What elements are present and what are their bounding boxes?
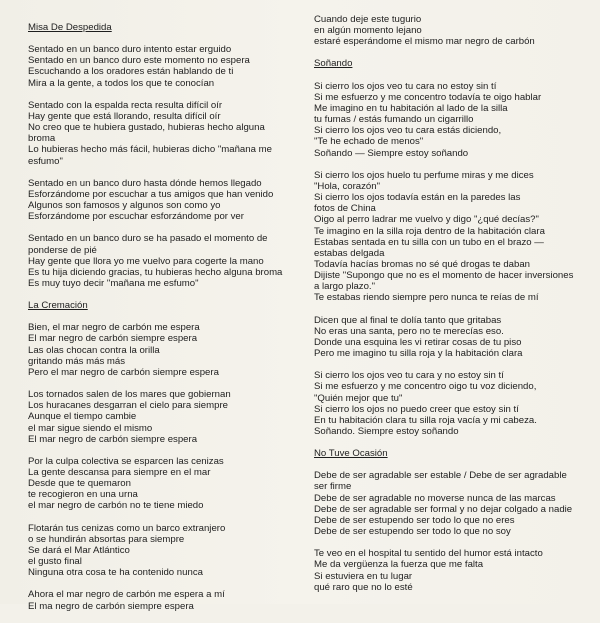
lyric-line: tu fumas / estás fumando un cigarrillo	[314, 114, 474, 126]
lyric-line: No eras una santa, pero no te merecías eso.	[314, 325, 504, 337]
lyric-line: Debe de ser agradable no moverse nunca de las marcas	[314, 492, 556, 504]
lyric-line: Sentado en un banco duro se ha pasado el momento de	[28, 233, 268, 245]
lyric-line: Flotarán tus cenizas como un barco extranjero	[28, 522, 226, 534]
lyric-line: Debe de ser estupendo ser todo lo que no soy	[314, 526, 511, 538]
lyric-line: ponderse de pié	[28, 244, 97, 256]
lyric-line: el mar sigue siendo el mismo	[28, 422, 153, 434]
lyric-line: Lo hubieras hecho más fácil, hubieras dicho "mañana me	[28, 144, 272, 156]
lyric-line: Todavía hacías bromas no sé qué drogas te daban	[314, 258, 531, 270]
lyric-line: Soñando — Siempre estoy soñando	[314, 147, 469, 159]
lyric-line: fotos de China	[314, 203, 376, 215]
lyric-line: gritando más más más	[28, 355, 126, 367]
lyric-line: esfumo"	[28, 155, 63, 167]
lyric-line: Por la culpa colectiva se esparcen las cenizas	[28, 455, 224, 467]
stanza	[314, 170, 584, 304]
lyric-line: Pero me imagino tu silla roja y la habitación clara	[314, 348, 523, 360]
lyric-line: Si cierro los ojos no puedo creer que estoy sin tí	[314, 403, 519, 415]
lyric-line: Soñando. Siempre estoy soñando	[314, 426, 459, 437]
lyric-line: Debe de ser estupendo ser todo lo que no eres	[314, 514, 515, 526]
lyric-line: El mar negro de carbón siempre espera	[28, 433, 198, 445]
song-heading	[28, 22, 296, 33]
right-column	[314, 14, 584, 604]
song-title: Misa De Despedida	[28, 22, 112, 33]
lyric-line: Es tu hija diciendo gracias, tu hubieras hecho alguna broma	[28, 266, 283, 278]
song-title: La Cremación	[28, 300, 88, 312]
song-title: Soñando	[314, 58, 353, 70]
lyric-line: Te imagino en la silla roja dentro de la habitación clara	[314, 225, 545, 237]
lyric-line: Hay gente que llora yo me vuelvo para cogerte la mano	[28, 255, 264, 267]
lyric-line: Sentado con la espalda recta resulta difícil oír	[28, 99, 223, 111]
stanza	[28, 44, 296, 89]
lyric-line: Algunos son famosos y algunos son como yo	[28, 200, 221, 212]
lyric-line: Me imagino en tu habitación al lado de la silla	[314, 102, 508, 114]
song-heading	[314, 448, 584, 459]
lyric-line: Los huracanes desgarran el cielo para siempre	[28, 400, 228, 412]
lyric-line: el mar negro de carbón no te tiene miedo	[28, 500, 204, 512]
lyric-line: Si cierro los ojos huelo tu perfume miras y me dices	[314, 169, 534, 181]
stanza	[28, 100, 296, 167]
lyric-line: Si me esfuerzo y me concentro todavía te oigo hablar	[314, 91, 542, 103]
lyric-line: Esforzándome por escuchar a tus amigos que han venido	[28, 188, 274, 200]
stanza	[314, 370, 584, 437]
lyric-line: Me da vergüenza la fuerza que me falta	[314, 559, 484, 571]
lyric-line: Esforzándome por escuchar esforzándome por ver	[28, 211, 244, 223]
lyric-line: Si estuviera en tu lugar	[314, 570, 413, 582]
lyric-line: Te veo en el hospital tu sentido del humor está intacto	[314, 548, 543, 560]
lyric-line: Sentado en un banco duro intento estar erguido	[28, 44, 232, 56]
lyric-line: estaré esperándome el mismo mar negro de carbón	[314, 36, 535, 48]
lyric-line: Debe de ser agradable ser formal y no dejar colgado a nadie	[314, 503, 573, 515]
lyric-line: a largo plazo."	[314, 281, 376, 293]
stanza	[28, 233, 296, 289]
lyric-line: Debe de ser agradable ser estable / Debe de ser agradable	[314, 470, 567, 482]
lyric-line: Ahora el mar negro de carbón me espera a mí	[28, 589, 225, 601]
lyric-line: o se hundirán absortas para siempre	[28, 533, 185, 545]
lyric-line: Si cierro los ojos todavía están en la paredes las	[314, 192, 521, 204]
lyric-line: Si cierro los ojos veo tu cara estás diciendo,	[314, 125, 502, 137]
lyric-line: Si me esfuerzo y me concentro oigo tu voz diciendo,	[314, 381, 537, 393]
lyric-line: Hay gente que está llorando, resulta difícil oír	[28, 110, 221, 122]
lyric-line: Se dará el Mar Atlántico	[28, 544, 130, 556]
lyric-line: broma	[28, 133, 56, 145]
lyric-line: Dijiste "Supongo que no es el momento de hacer inversiones	[314, 270, 574, 282]
song-title: No Tuve Ocasión	[314, 448, 388, 460]
lyric-line: El mar negro de carbón siempre espera	[28, 333, 198, 345]
lyric-line: Es muy tuyo decir "mañana me esfumo"	[28, 277, 199, 289]
lyric-line: Sentado en un banco duro este momento no espera	[28, 55, 250, 67]
lyric-line: "Te he echado de menos"	[314, 136, 424, 148]
stanza	[28, 523, 296, 579]
stanza	[314, 470, 584, 537]
lyric-line: Ninguna otra cosa te ha contenido nunca	[28, 567, 203, 579]
lyric-line: te recogieron en una urna	[28, 489, 138, 501]
lyric-line: Aunque el tiempo cambie	[28, 411, 137, 423]
lyric-line: estabas delgada	[314, 247, 385, 259]
stanza	[28, 322, 296, 378]
lyric-line: Pero el mar negro de carbón siempre espera	[28, 366, 219, 378]
song-heading	[314, 58, 584, 69]
stanza	[314, 548, 584, 593]
stanza	[314, 14, 584, 47]
lyric-line: "Quién mejor que tu"	[314, 392, 403, 404]
lyric-line: qué raro que no lo esté	[314, 581, 413, 593]
stanza	[28, 589, 296, 611]
lyric-line: Si cierro los ojos veo tu cara y no estoy sin tí	[314, 370, 504, 382]
lyric-line: En tu habitación clara tu silla roja vacía y mi cabeza.	[314, 414, 537, 426]
lyric-line: Desde que te quemaron	[28, 478, 131, 490]
stanza	[28, 456, 296, 512]
left-column	[28, 22, 296, 623]
lyric-line: Te estabas riendo siempre pero nunca te reías de mí	[314, 292, 539, 304]
lyric-line: el gusto final	[28, 556, 82, 568]
stanza	[28, 389, 296, 445]
lyric-line: Si cierro los ojos veo tu cara no estoy sin tí	[314, 80, 497, 92]
lyric-line: en algún momento lejano	[314, 25, 422, 37]
lyric-line: La gente descansa para siempre en el mar	[28, 467, 211, 478]
lyric-line: Oigo al perro ladrar me vuelvo y digo "¿qué decías?"	[314, 214, 539, 226]
lyric-line: ser firme	[314, 481, 352, 493]
lyric-line: Escuchando a los oradores están hablando de ti	[28, 66, 234, 78]
lyric-line: Donde una esquina les vi retirar cosas de tu piso	[314, 336, 522, 348]
lyric-line: Cuando deje este tugurio	[314, 14, 422, 25]
lyric-line: Mira a la gente, a todos los que te conocían	[28, 77, 215, 89]
lyric-line: El ma negro de carbón siempre espera	[28, 600, 194, 612]
lyric-line: Sentado en un banco duro hasta dónde hemos llegado	[28, 177, 262, 189]
lyric-line: "Hola, corazón"	[314, 180, 381, 192]
lyric-line: No creo que te hubiera gustado, hubieras hecho alguna	[28, 122, 265, 134]
stanza	[314, 81, 584, 159]
stanza	[314, 315, 584, 360]
lyric-line: Estabas sentada en tu silla con un tubo en el brazo —	[314, 236, 544, 248]
stanza	[28, 178, 296, 223]
lyric-line: Los tornados salen de los mares que gobiernan	[28, 389, 231, 401]
song-heading	[28, 300, 296, 311]
lyric-line: Dicen que al final te dolía tanto que gritabas	[314, 314, 502, 326]
lyric-line: Las olas chocan contra la orilla	[28, 344, 160, 356]
lyric-line: Bien, el mar negro de carbón me espera	[28, 322, 200, 334]
